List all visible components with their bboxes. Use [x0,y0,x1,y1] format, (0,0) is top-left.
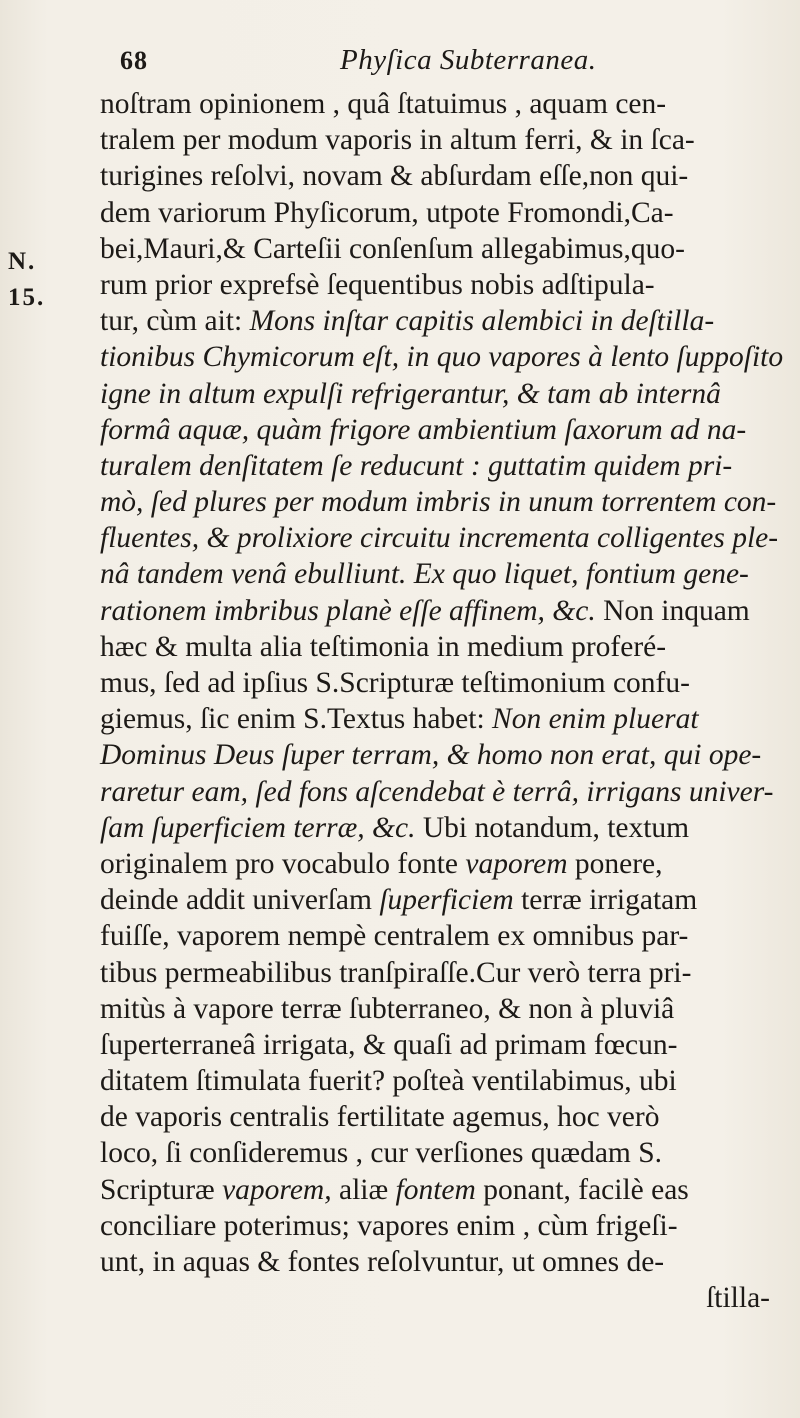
text-line [100,195,780,231]
text-segment: dem variorum Phyſicorum, utpote Fromondi,Ca- [100,196,674,229]
text-line [100,1063,780,1099]
text-segment: fuiſſe, vaporem nempè centralem ex omnibus par- [100,920,689,953]
italic-quotation: Dominus Deus ſuper terram, & homo non erat, qui ope- [100,739,762,772]
text-segment: de vaporis centralis fertilitate agemus, hoc verò [100,1101,660,1134]
italic-quotation: Mons inſtar capitis alembici in deſtilla- [249,305,715,338]
italic-quotation: vaporem, [222,1173,332,1206]
text-line [100,86,780,122]
italic-quotation: rationem imbribus planè eſſe affinem, &c. [100,594,596,627]
text-line [100,918,780,954]
text-line [100,774,780,810]
catchword: ſtilla- [706,1282,770,1315]
italic-quotation: Non enim pluerat [492,703,699,736]
text-segment: tur, cùm ait: [100,305,250,338]
text-segment: bei,Mauri,& Carteſii conſenſum allegabimus,quo- [100,232,685,265]
text-line [100,303,780,339]
text-line [100,846,780,882]
text-line [100,991,780,1027]
text-line [100,556,780,592]
text-segment: originalem pro vocabulo fonte [100,847,466,880]
italic-quotation: igne in altum expulſi refrigerantur, & tam ab internâ [100,377,721,410]
text-line [100,484,780,520]
text-segment: tralem per modum vaporis in altum ferri, & in ſca- [100,124,695,157]
text-segment: mitùs à vapore terræ ſubterraneo, & non à pluviâ [100,992,675,1025]
text-segment: giemus, ſic enim S.Textus habet: [100,703,493,736]
text-segment: ſuperterraneâ irrigata, & quaſi ad primam fœcun- [100,1028,678,1061]
text-line [100,665,780,701]
italic-quotation: raretur eam, ſed fons aſcendebat è terrâ, irrigans univer- [100,775,774,808]
italic-quotation: nâ tandem venâ ebulliunt. Ex quo liquet, fontium gene- [100,558,749,591]
text-line [100,1135,780,1171]
text-segment: turigines reſolvi, novam & abſurdam eſſe,non qui- [100,160,689,193]
text-segment: Ubi notandum, textum [415,811,690,844]
text-line [100,701,780,737]
text-segment: ponere, [567,847,663,880]
text-segment: aliæ [331,1173,396,1206]
margin-note: 15. [8,284,46,311]
text-segment: noſtram opinionem , quâ ſtatuimus , aquam cen- [100,88,667,120]
text-line [100,1172,780,1208]
text-segment: mus, ſed ad ipſius S.Scripturæ teſtimonium confu- [100,667,690,699]
text-segment: ponant, facilè eas [475,1173,689,1206]
text-line [100,737,780,773]
text-line [100,520,780,556]
text-segment: Non inquam [595,594,750,627]
text-line [100,882,780,918]
text-segment: hæc & multa alia teſtimonia in medium proferé- [100,630,667,663]
text-segment: unt, in aquas & fontes reſolvuntur, ut omnes de- [100,1246,665,1278]
text-line [100,1208,780,1244]
text-line [100,810,780,846]
italic-quotation: formâ aquæ, quàm frigore ambientium ſaxorum ad na- [100,413,747,446]
text-line [100,231,780,267]
text-line [100,267,780,303]
italic-quotation: fontem [395,1173,476,1206]
text-line [100,1027,780,1063]
text-line [100,1244,780,1280]
text-segment: deinde addit univerſam [100,884,380,917]
text-line [100,629,780,665]
text-segment: terræ irrigatam [513,884,698,917]
text-segment: rum prior exprefsè ſequentibus nobis adſtipula- [100,268,655,301]
text-line [100,122,780,158]
italic-quotation: fluentes, & prolixiore circuitu incrementa colligentes ple- [100,522,779,555]
page-header [100,40,740,80]
running-title: Phyſica Subterranea. [340,44,597,76]
text-line [100,412,780,448]
text-line [100,158,780,194]
italic-quotation: turalem denſitatem ſe reducunt : guttatim quidem pri- [100,449,733,482]
text-line [100,376,780,412]
text-line [100,593,780,629]
italic-quotation: ſuperficiem [379,884,514,917]
text-segment: ditatem ſtimulata fuerit? poſteà ventilabimus, ubi [100,1065,677,1098]
text-line [100,339,784,375]
text-segment: tibus permeabilibus tranſpiraſſe.Cur verò terra pri- [100,956,692,989]
text-segment: Scripturæ [100,1173,223,1206]
text-segment: conciliare poterimus; vapores enim , cùm frigeſi- [100,1209,678,1242]
italic-quotation: ſam ſuperficiem terræ, &c. [100,811,416,844]
text-line [100,955,780,991]
body-text [100,86,784,1316]
text-segment: loco, ſi conſideremus , cur verſiones quædam S. [100,1137,663,1170]
italic-quotation: vaporem [465,847,568,880]
text-line [100,448,780,484]
italic-quotation: tionibus Chymicorum eſt, in quo vapores à lento ſuppoſito [100,341,784,374]
text-line [100,1099,780,1135]
margin-note: N. [8,248,37,275]
italic-quotation: mò, ſed plures per modum imbris in unum torrentem con- [100,486,777,519]
page-number: 68 [120,46,148,75]
